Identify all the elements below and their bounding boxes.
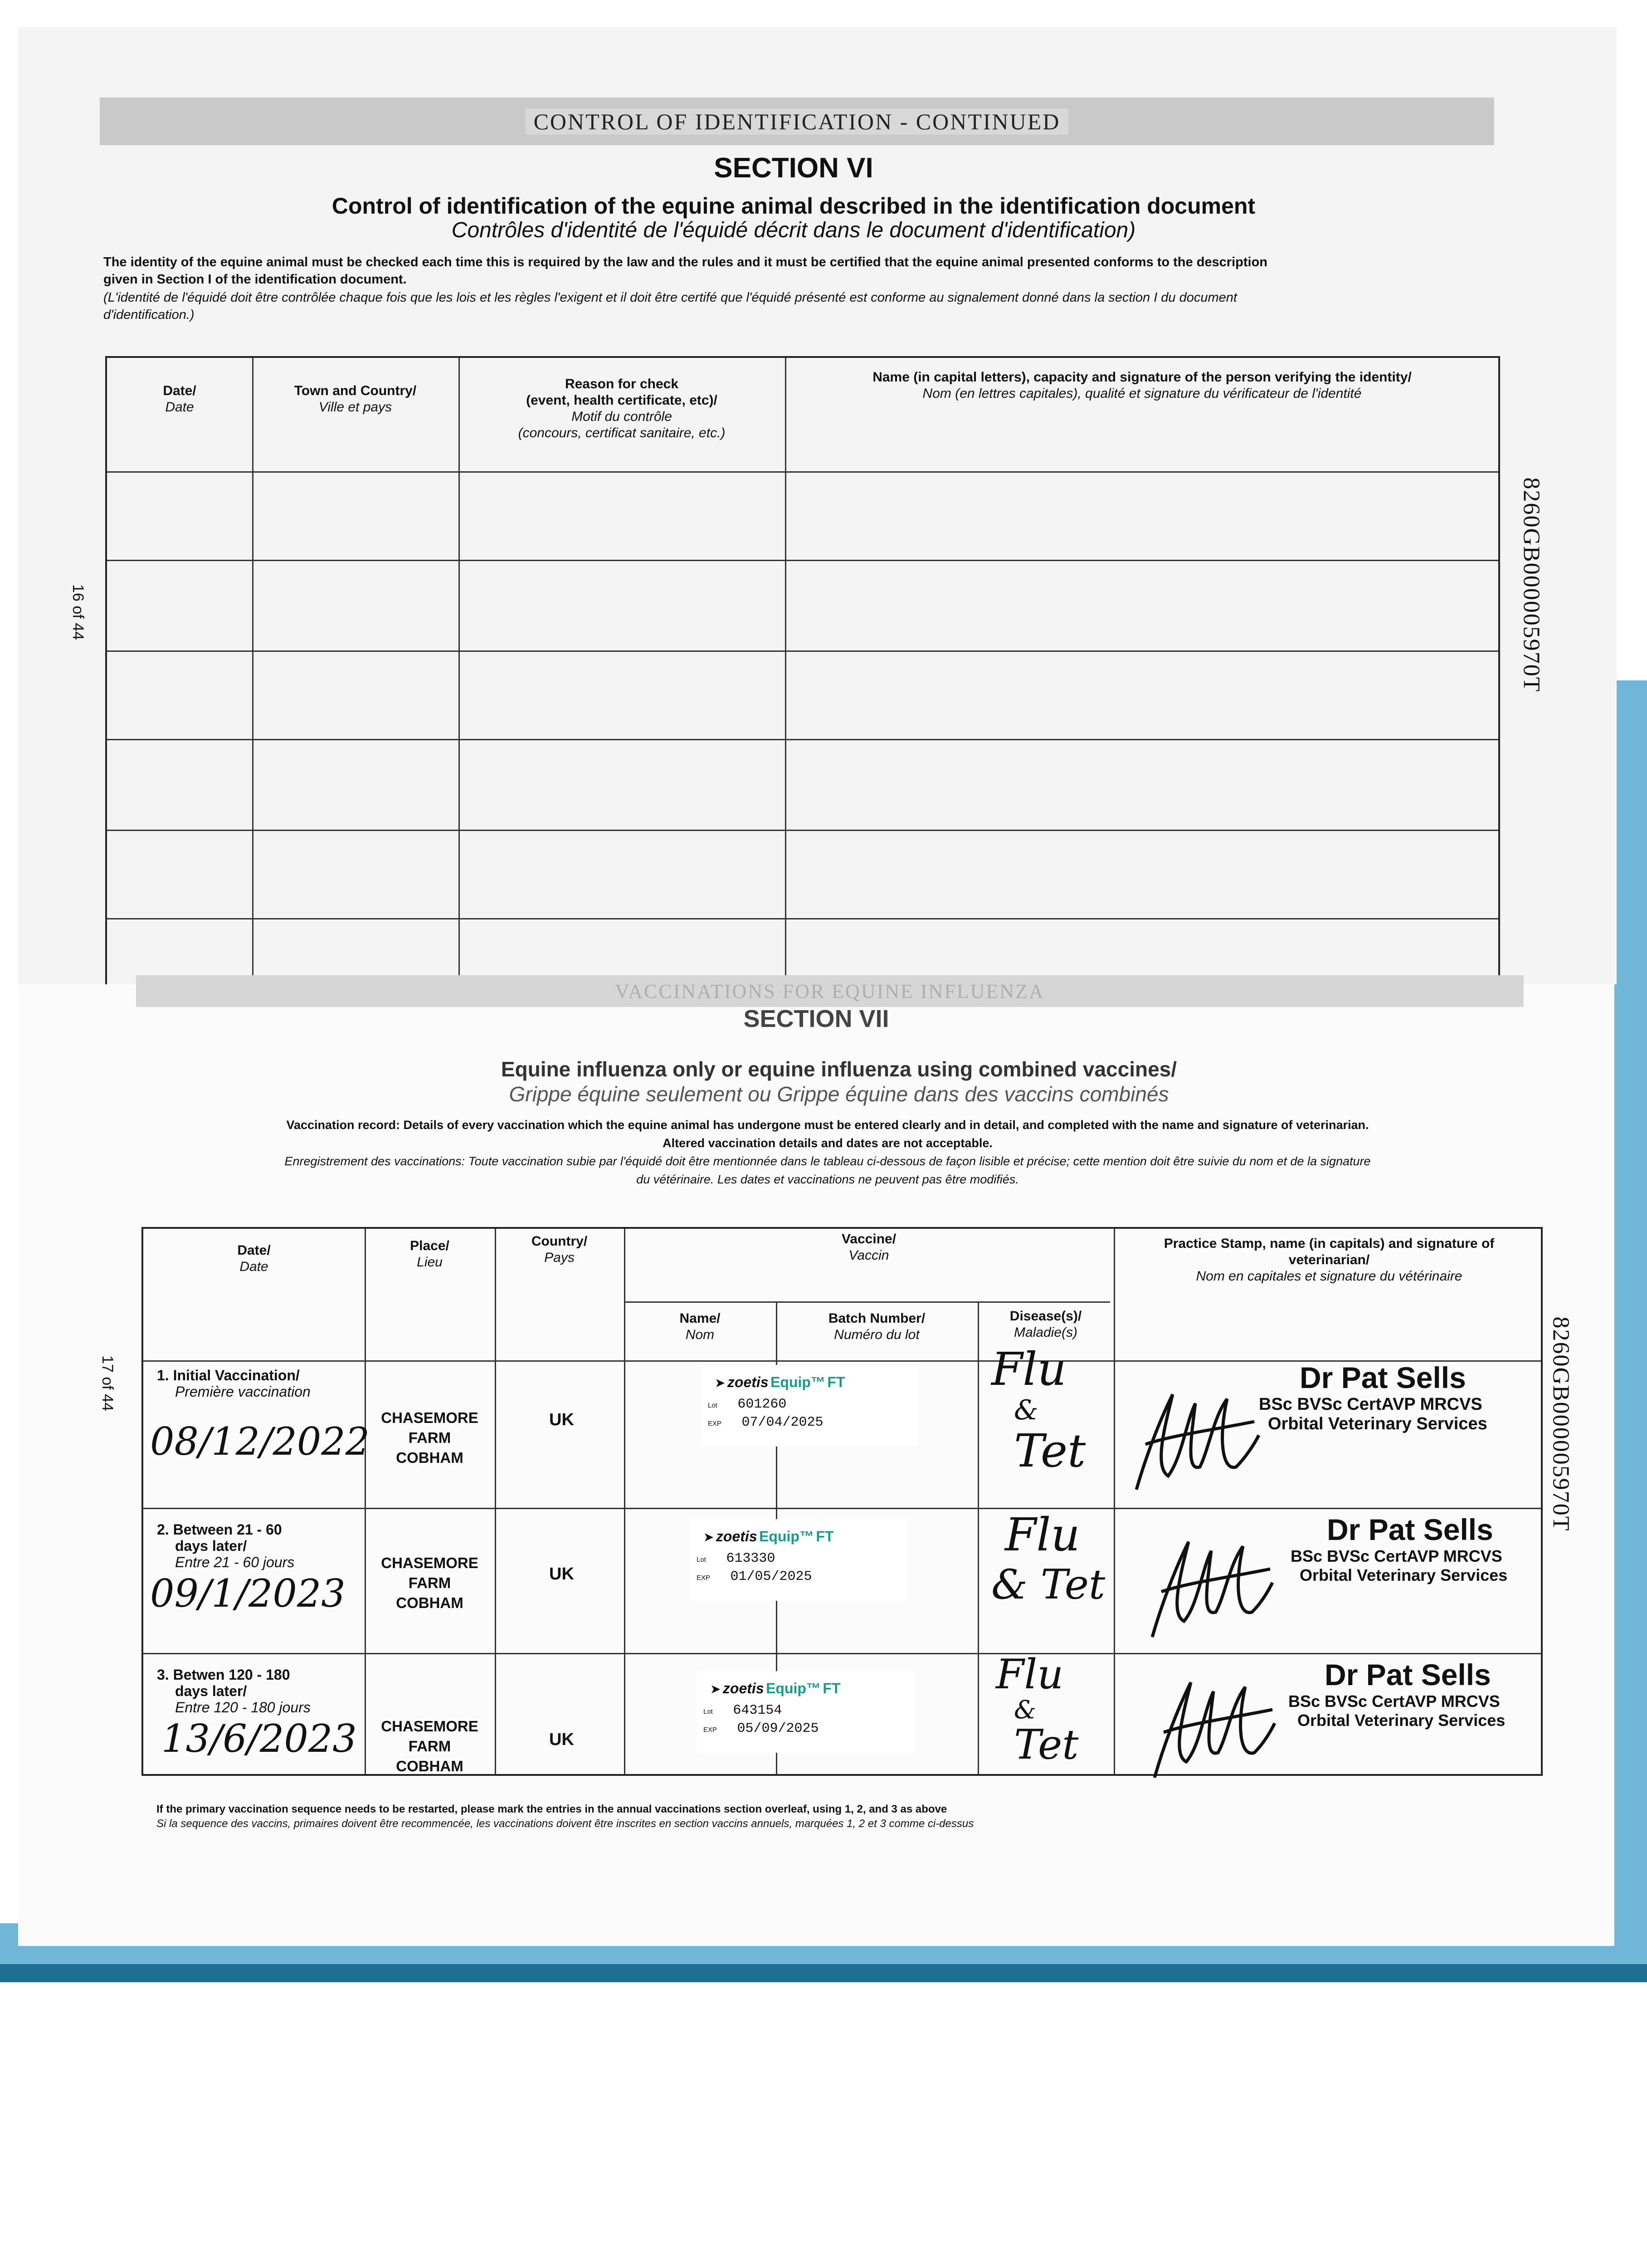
row2-lot: 613330 (726, 1551, 775, 1566)
row1-lot: 601260 (737, 1397, 787, 1412)
passport-id-bottom: 8260GB000005970T (1548, 1316, 1574, 1532)
row1-label: 1. Initial Vaccination/ Première vaccination (157, 1367, 311, 1400)
row2-place: CHASEMORE FARM COBHAM (381, 1554, 478, 1611)
passport-id-top: 8260GB000005970T (1518, 477, 1545, 693)
section-vii-intro-en-1: Vaccination record: Details of every vaccination which the equine animal has undergone must be entered clearly and in detail, and completed with the name and signature of veterinarian. (286, 1118, 1369, 1132)
col-country-header: Country/ Pays (531, 1234, 588, 1265)
row1-signature (1118, 1367, 1263, 1505)
row2-stamp: Dr Pat Sells BSc BVSc CertAVP MRCVS Orbital Veterinary Services (1291, 1513, 1508, 1584)
col-verifier-header: Name (in capital letters), capacity and signature of the person verifying the identity/ Nom (en lettres capitales), qualité et signature du vérificateur de l'identité (872, 370, 1412, 401)
identification-check-table (105, 356, 1500, 984)
row3-disease: Flu & Tet (996, 1651, 1079, 1769)
zoetis-logo-icon: ➤ (715, 1376, 726, 1390)
row2-disease: Flu & Tet (991, 1508, 1106, 1608)
section-vi-heading-en: Control of identification of the equine animal described in the identification document (331, 193, 1256, 219)
row3-stamp: Dr Pat Sells BSc BVSc CertAVP MRCVS Orbital Veterinary Services (1288, 1658, 1506, 1730)
cover-edge-shadow (0, 1964, 1647, 1982)
col-batch-header: Batch Number/ Numéro du lot (828, 1311, 926, 1342)
col-place-header: Place/ Lieu (410, 1238, 449, 1270)
section-vii-intro-fr-1: Enregistrement des vaccinations: Toute vaccination subie par l'équidé doit être mentionnée dans le tableau ci-dessous de façon lisible et précise; cette mention doit être suivie du nom et de la signature (284, 1154, 1371, 1168)
col-vaccine-header: Vaccine/ Vaccin (841, 1232, 897, 1263)
banner-text-faded: VACCINATIONS FOR EQUINE INFLUENZA (615, 980, 1045, 1002)
col-date-header: Date/ Date (237, 1243, 271, 1274)
col-disease-header: Disease(s)/ Maladie(s) (1009, 1309, 1082, 1340)
section-vi-heading-fr: Contrôles d'identité de l'équidé décrit dans le document d'identification) (451, 218, 1136, 242)
section-vii-heading-fr: Grippe équine seulement ou Grippe équine dans des vaccins combinés (509, 1082, 1169, 1106)
row3-lot: 643154 (733, 1703, 782, 1718)
section-vii-banner (136, 975, 1524, 1007)
banner-text: CONTROL OF IDENTIFICATION - CONTINUED (526, 108, 1069, 135)
page-number-17: 17 of 44 (98, 1355, 116, 1411)
vaccination-table (141, 1227, 1543, 1776)
col-town-header: Town and Country/ Ville et pays (294, 383, 417, 415)
zoetis-logo-icon: ➤ (710, 1682, 721, 1696)
row2-country: UK (549, 1564, 574, 1584)
section-vi-intro-fr-2: d'identification.) (103, 308, 195, 322)
section-vi-intro-en-1: The identity of the equine animal must be checked each time this is required by the law and the rules and it must be certified that the equine animal presented conforms to the description (103, 255, 1268, 269)
col-reason-header: Reason for check (event, health certificate, etc)/ Motif du contrôle (concours, certificat sanitaire, etc.) (518, 376, 726, 440)
section-vi-title: SECTION VI (714, 152, 873, 184)
row1-country: UK (549, 1410, 574, 1429)
section-vi-intro-en-2: given in Section I of the identification document. (103, 272, 407, 287)
row3-country: UK (549, 1730, 574, 1749)
page-number-16: 16 of 44 (69, 584, 87, 640)
section-vii-intro-en-2: Altered vaccination details and dates are not acceptable. (663, 1136, 993, 1150)
row1-exp: 07/04/2025 (741, 1415, 824, 1430)
footnote-en: If the primary vaccination sequence needs to be restarted, please mark the entries in the annual vaccinations section overleaf, using 1, 2, and 3 as above (156, 1803, 947, 1815)
row3-exp: 05/09/2025 (737, 1721, 819, 1736)
section-vi-intro-fr-1: (L'identité de l'équidé doit être contrôlée chaque fois que les lois et les règles l'exigent et il doit être certifé que l'équidé présenté est conforme au signalement donné dans la section I du document (103, 290, 1237, 305)
section-vii-title: SECTION VII (743, 1005, 889, 1032)
row2-signature (1139, 1519, 1275, 1648)
row2-label: 2. Between 21 - 60 days later/ Entre 21 - 60 jours (157, 1521, 295, 1570)
row3-date: 13/6/2023 (161, 1716, 357, 1761)
row1-vaccine-sticker: ➤ zoetis Equip™ FT Lot 601260 EXP 07/04/2025 (701, 1365, 919, 1447)
row1-disease: Flu & Tet (991, 1343, 1086, 1477)
col-date-header: Date/ Date (163, 383, 196, 415)
footnote-fr: Si la sequence des vaccins, primaires doivent être recommencée, les vaccinations doivent être inscrites en section vaccins annuels, marquées 1, 2 et 3 comme ci-dessus (156, 1818, 974, 1830)
row3-place: CHASEMORE FARM COBHAM (381, 1718, 478, 1774)
row2-vaccine-sticker: ➤ zoetis Equip™ FT Lot 613330 EXP 01/05/2025 (690, 1519, 907, 1601)
col-name-header: Name/ Nom (679, 1311, 721, 1342)
row1-date: 08/12/2022 (150, 1419, 370, 1464)
row1-stamp: Dr Pat Sells BSc BVSc CertAVP MRCVS Orbital Veterinary Services (1259, 1361, 1487, 1433)
row3-label: 3. Betwen 120 - 180 days later/ Entre 120 - 180 jours (157, 1667, 311, 1716)
section-vii-intro-fr-2: du vétérinaire. Les dates et vaccinations ne peuvent pas être modifiés. (636, 1173, 1019, 1186)
zoetis-logo-icon: ➤ (703, 1530, 714, 1544)
section-vi-banner (100, 98, 1494, 145)
row3-vaccine-sticker: ➤ zoetis Equip™ FT Lot 643154 EXP 05/09/2025 (697, 1671, 914, 1753)
row2-exp: 01/05/2025 (730, 1569, 812, 1584)
col-practice-header: Practice Stamp, name (in capitals) and signature of veterinarian/ Nom en capitales et signature du vétérinaire (1164, 1236, 1495, 1284)
row3-signature (1141, 1664, 1277, 1789)
section-vii-heading-en: Equine influenza only or equine influenza using combined vaccines/ (501, 1057, 1177, 1081)
row2-date: 09/1/2023 (150, 1571, 346, 1616)
row1-place: CHASEMORE FARM COBHAM (381, 1409, 478, 1466)
